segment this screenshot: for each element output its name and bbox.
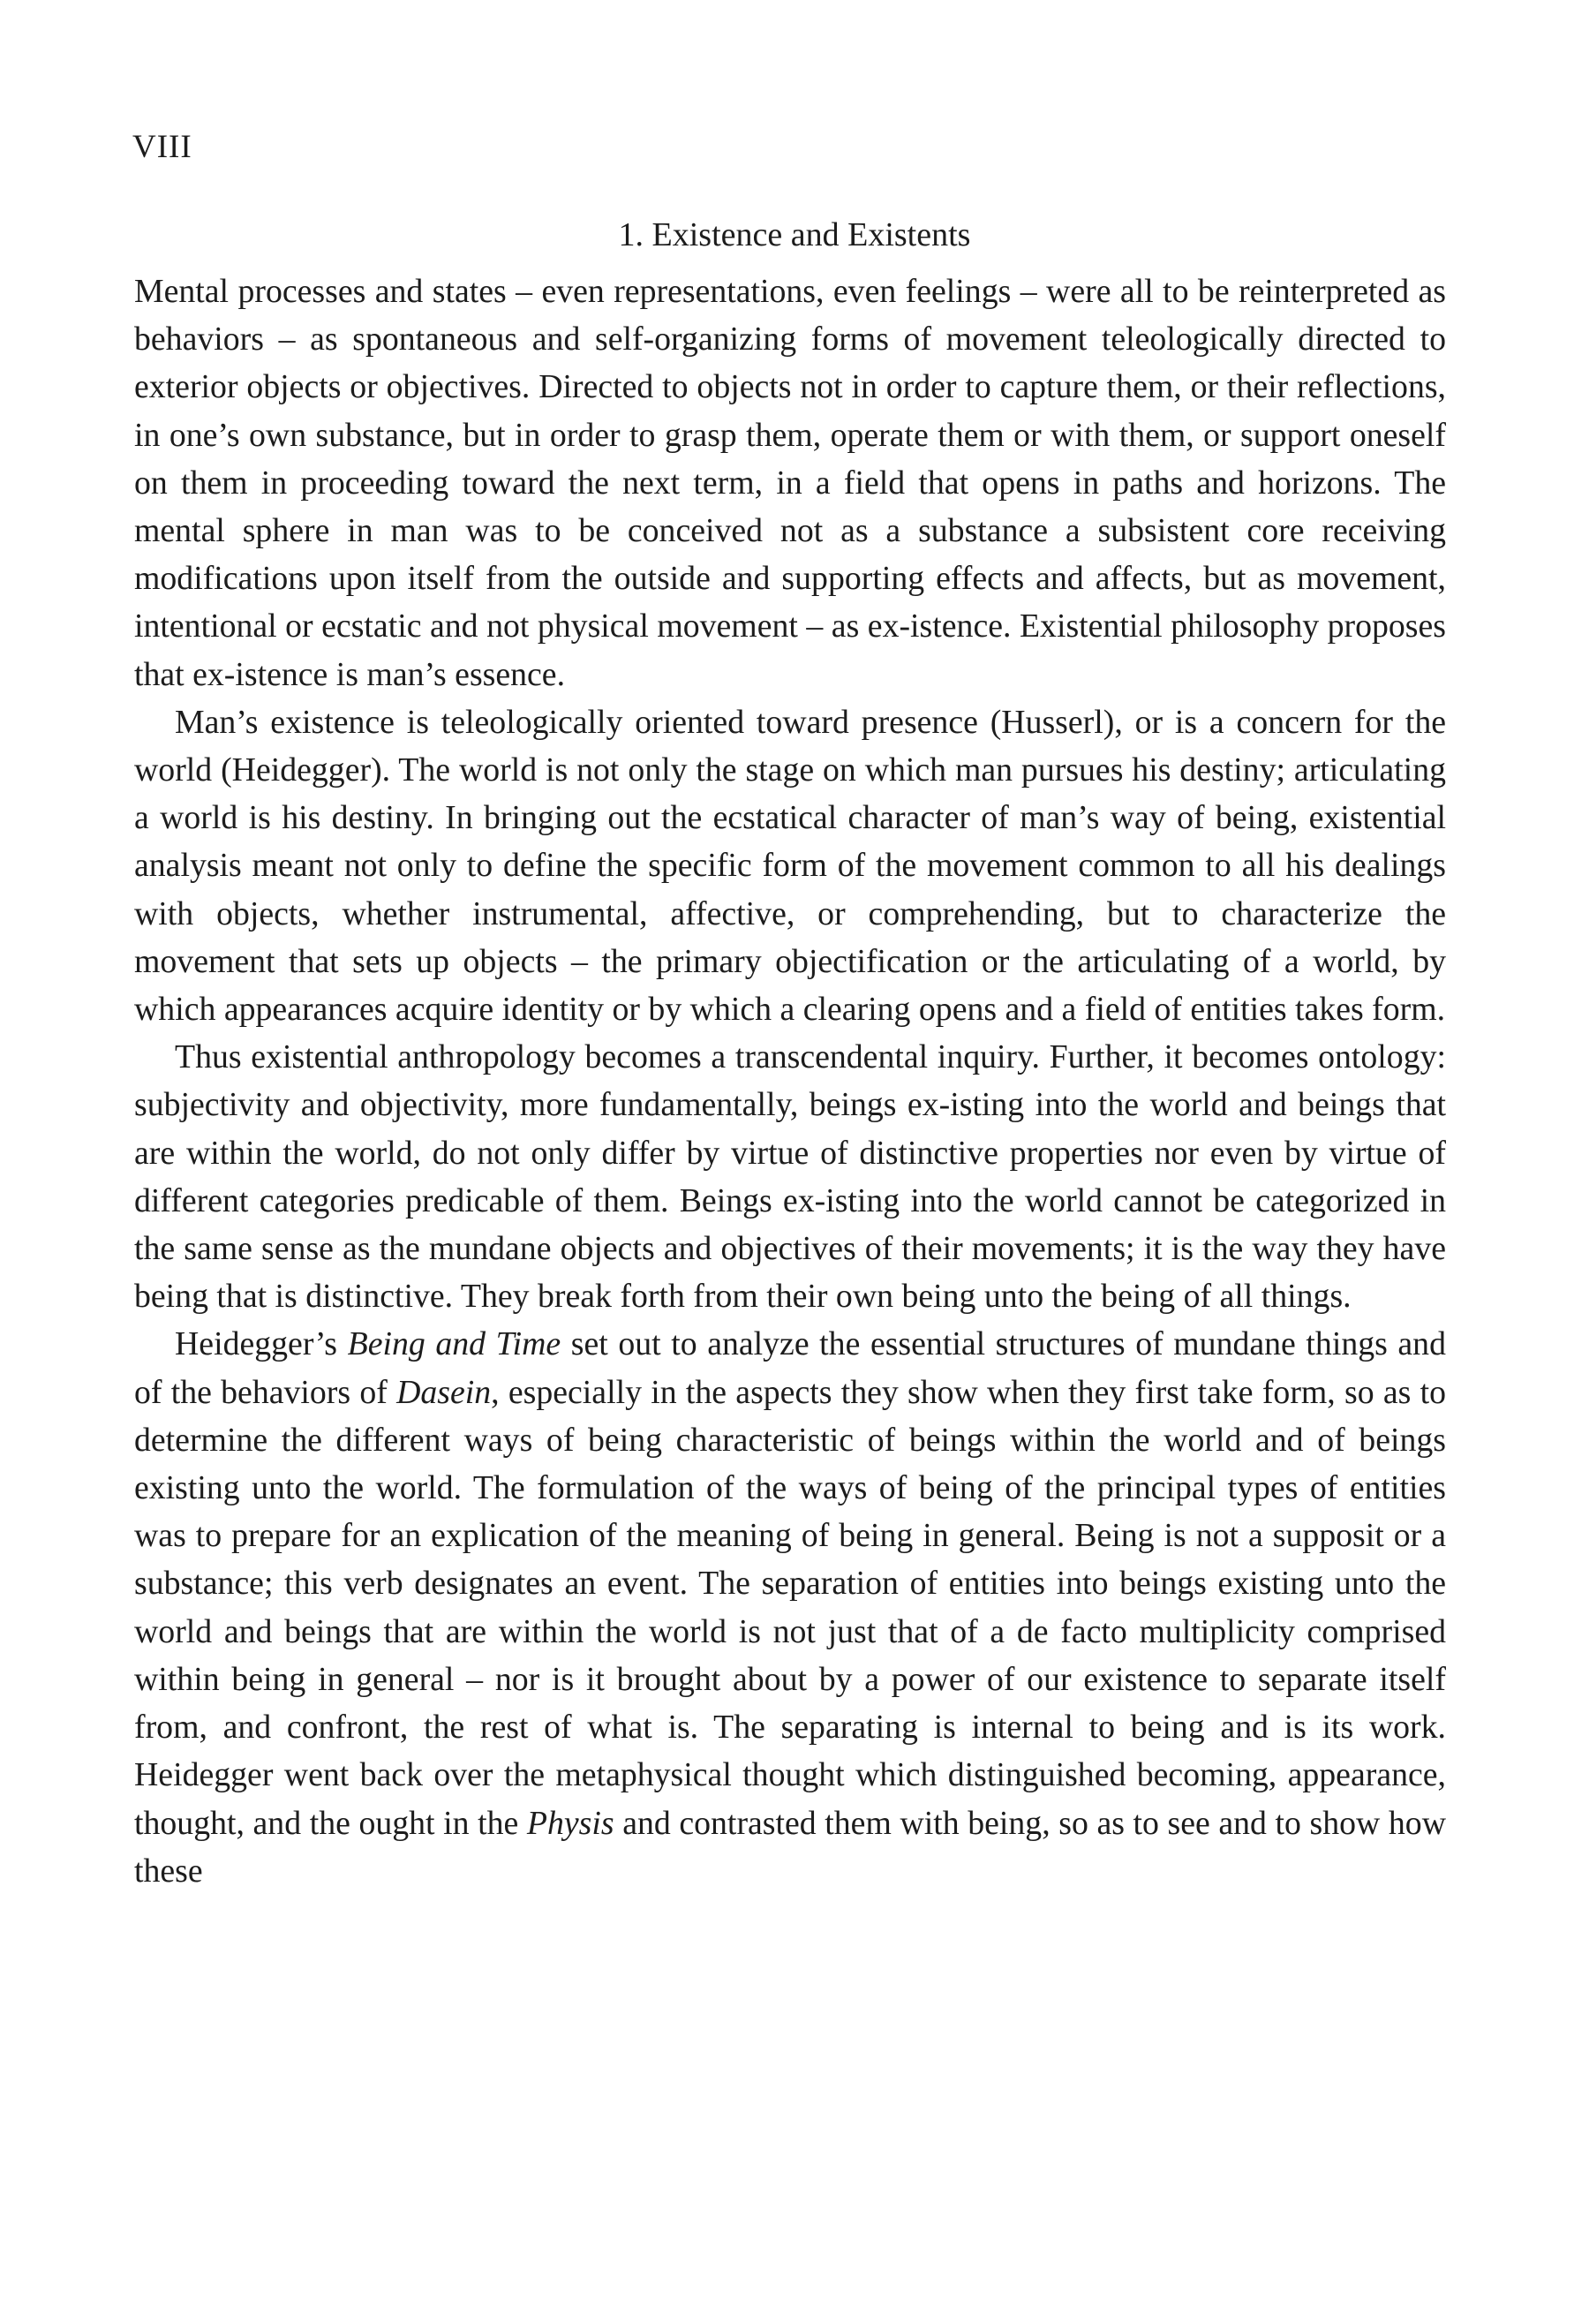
paragraph-text: set out to analyze the essential structures of mundane things and of the behaviors of (134, 1325, 1446, 1411)
body-text (134, 268, 1446, 1895)
paragraph-2 (134, 698, 1446, 1033)
page-number: VIII (132, 129, 192, 165)
paragraph-text: Mental processes and states – even representations, even feelings – were all to be reinterpreted as behaviors – as spontaneous and self-organizing forms of movement teleologically directed to exterior objects or objectives. Directed to objects not in order to capture them, or their reflections, in one’s own substance, but in order to grasp them, operate them or with them, or support oneself on them in proceeding toward the next term, in a field that opens in paths and horizons. The mental sphere in man was to be conceived not as a substance a subsistent core receiving modifications upon itself from the outside and supporting effects and affects, but as movement, intentional or ecstatic and not physical movement – as ex-istence. Existential philosophy proposes that ex-istence is man’s essence. (134, 273, 1446, 693)
term-physis: Physis (526, 1804, 614, 1842)
paragraph-text: Heidegger’s (175, 1325, 348, 1363)
paragraph-1 (134, 268, 1446, 698)
book-title-being-and-time: Being and Time (347, 1325, 561, 1363)
paragraph-text: Man’s existence is teleologically oriented toward presence (Husserl), or is a concern for the world (Heidegger). The world is not only the stage on which man pursues his destiny; articulating a world is his destiny. In bringing out the ecstatical character of man’s way of being, existential analysis meant not only to define the specific form of the movement common to all his dealings with objects, whether instrumental, affective, or comprehending, but to characterize the movement that sets up objects – the primary objectification or the articulating of a world, by which appearances acquire identity or by which a clearing opens and a field of entities takes form. (134, 703, 1446, 1029)
paragraph-text: , especially in the aspects they show when they first take form, so as to determine the different ways of being characteristic of beings within the world and of beings existing unto the world. The formulation of the ways of being of the principal types of entities was to prepare for an explication of the meaning of being in general. Being is not a supposit or a substance; this verb designates an event. The separation of entities into beings existing unto the world and beings that are within the world is not just that of a de facto multiplicity comprised within being in general – nor is it brought about by a power of our existence to separate itself from, and confront, the rest of what is. The separating is internal to being and is its work. Heidegger went back over the metaphysical thought which distinguished becoming, appearance, thought, and the ought in the (134, 1373, 1446, 1842)
paragraph-3 (134, 1033, 1446, 1320)
paragraph-text: and contrasted them with being, so as to see and to show how these (134, 1804, 1446, 1890)
paragraph-4 (134, 1320, 1446, 1894)
chapter-heading: 1. Existence and Existents (618, 216, 971, 253)
term-dasein: Dasein (396, 1373, 492, 1411)
paragraph-text: Thus existential anthropology becomes a transcendental inquiry. Further, it becomes ontology: subjectivity and objectivity, more fundamentally, beings ex-isting into the world and beings that are within the world, do not only differ by virtue of distinctive properties nor even by virtue of different categories predicable of them. Beings ex-isting into the world cannot be categorized in the same sense as the mundane objects and objectives of their movements; it is the way they have being that is distinctive. They break forth from their own being unto the being of all things. (134, 1038, 1446, 1316)
